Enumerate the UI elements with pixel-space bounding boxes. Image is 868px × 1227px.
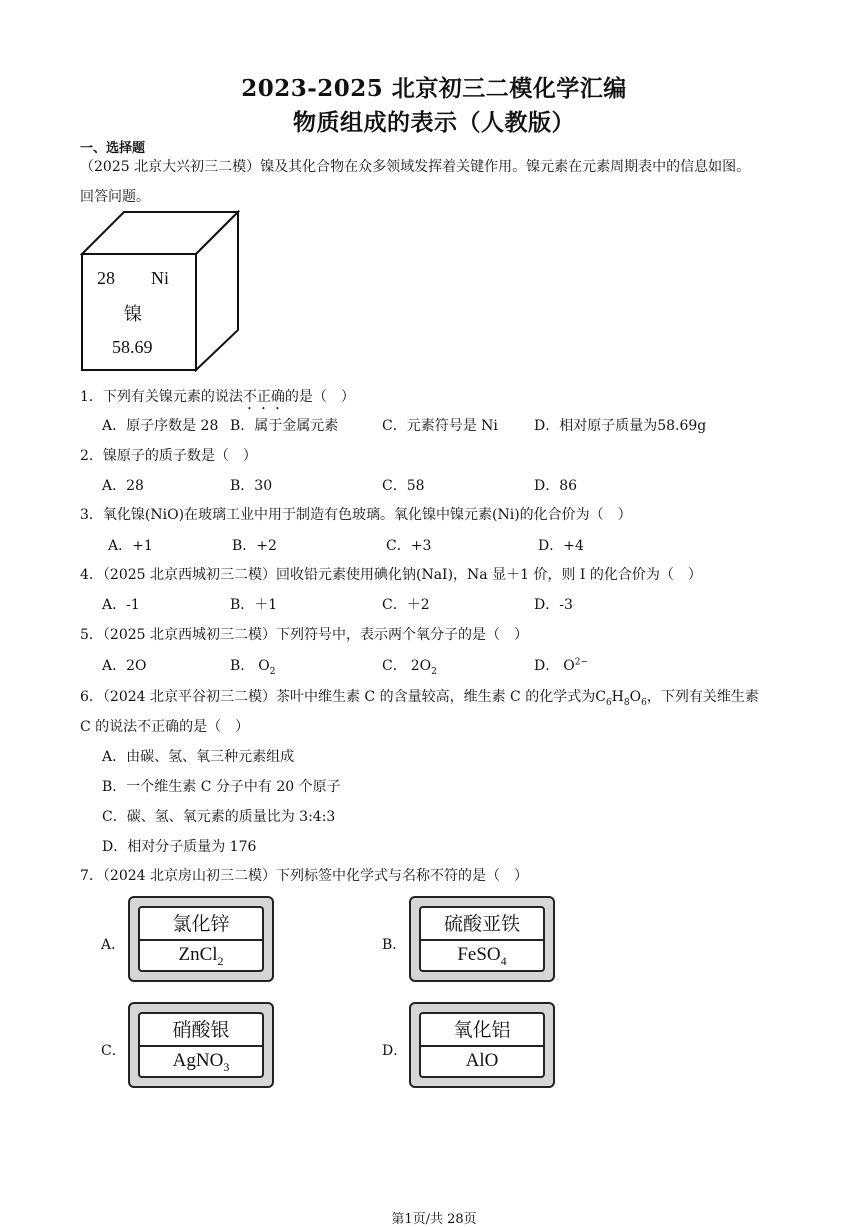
q5-option-b-letter: B． — [230, 658, 255, 674]
formula-o: O — [629, 689, 642, 705]
label-a-formula-base: ZnCl — [178, 944, 218, 965]
page-subtitle: 物质组成的表示（人教版） — [293, 109, 575, 136]
atomic-mass: 58.69 — [112, 337, 153, 357]
q3-option-c[interactable]: C．+3 — [386, 538, 432, 554]
question-1-stem — [80, 386, 355, 413]
label-c-formula-base: AgNO — [172, 1050, 224, 1071]
label-card-c[interactable] — [128, 1002, 274, 1088]
formula-h: H — [611, 689, 624, 705]
q6-option-d[interactable]: D．相对分子质量为 176 — [102, 839, 257, 855]
intro-line-1: （2025 北京大兴初三二模）镍及其化合物在众多领域发挥着关键作用。镍元素在元素周期表中的信息如图。 — [80, 159, 751, 175]
q5-option-d-letter: D． — [534, 658, 560, 674]
formula-h-sub: 8 — [623, 697, 630, 708]
vitamin-c-formula — [595, 689, 647, 708]
label-a-name: 氯化锌 — [140, 908, 262, 941]
label-card-a[interactable] — [128, 896, 274, 982]
element-symbol: Ni — [151, 268, 169, 288]
formula-o-sub: 6 — [641, 697, 647, 708]
label-card-b[interactable] — [409, 896, 555, 982]
q4-option-a[interactable]: A．-1 — [102, 597, 140, 613]
element-name: 镍 — [124, 304, 142, 325]
formula-c-sub: 6 — [605, 697, 612, 708]
q2-option-b[interactable]: B．30 — [230, 478, 273, 494]
intro-line-2: 回答问题。 — [80, 189, 150, 205]
question-2-stem: 2．镍原子的质子数是（ ） — [80, 448, 257, 464]
label-c-formula — [140, 1045, 262, 1076]
q1-stem-part-b: 的是（ ） — [284, 389, 355, 405]
q2-option-a[interactable]: A．28 — [102, 478, 144, 494]
label-b-formula-base: FeSO — [457, 944, 501, 965]
q4-option-b[interactable]: B．＋1 — [230, 597, 278, 613]
q5-option-c-subscript: 2 — [431, 666, 437, 677]
q3-option-b[interactable]: B．+2 — [232, 538, 277, 554]
question-7-stem: 7．（2024 北京房山初三二模）下列标签中化学式与名称不符的是（ ） — [80, 868, 528, 884]
question-5-stem: 5．（2025 北京西城初三二模）下列符号中，表示两个氧分子的是（ ） — [80, 627, 528, 643]
q1-option-a[interactable]: A．原子序数是 28 — [102, 418, 219, 434]
q5-option-b-subscript: 2 — [269, 666, 276, 677]
element-cube-figure — [80, 210, 240, 372]
q6-option-b[interactable]: B．一个维生素 C 分子中有 20 个原子 — [102, 779, 341, 795]
label-b-formula-sub: 4 — [500, 953, 507, 968]
label-card-b-inner — [419, 906, 545, 972]
q5-option-d-formula: O — [563, 658, 575, 674]
label-d-formula — [421, 1045, 543, 1076]
q7-option-d-letter[interactable]: D． — [382, 1043, 408, 1059]
question-3-stem: 3．氧化镍(NiO)在玻璃工业中用于制造有色玻璃。氧化镍中镍元素(Ni)的化合价为（ ） — [80, 507, 632, 523]
question-6-stem-cont: C 的说法不正确的是（ ） — [80, 719, 250, 735]
q5-option-c-formula: 2O — [410, 658, 432, 674]
q6-option-a[interactable]: A．由碳、氢、氧三种元素组成 — [102, 749, 295, 765]
q3-option-d[interactable]: D．+4 — [538, 538, 584, 554]
q7-option-b-letter[interactable]: B． — [382, 937, 407, 953]
q1-option-c[interactable]: C．元素符号是 Ni — [382, 418, 498, 434]
q4-option-d[interactable]: D．-3 — [534, 597, 573, 613]
q5-option-a[interactable]: A．2O — [102, 658, 147, 674]
q5-option-c-letter: C． — [382, 658, 407, 674]
label-d-formula-base: AlO — [465, 1050, 499, 1071]
q5-option-b-formula: O — [258, 658, 270, 674]
q6-stem-part-a: 6．（2024 北京平谷初三二模）茶叶中维生素 C 的含量较高，维生素 C 的化学式为 — [80, 689, 596, 705]
q5-option-c[interactable] — [382, 655, 437, 677]
atomic-number: 28 — [97, 268, 115, 288]
label-card-c-inner — [138, 1012, 264, 1078]
label-card-d[interactable] — [409, 1002, 555, 1088]
q5-option-d[interactable] — [534, 655, 588, 675]
q1-option-b[interactable]: B．属于金属元素 — [230, 418, 339, 434]
page-title: 2023-2025 北京初三二模化学汇编 — [241, 75, 627, 102]
question-6-stem — [80, 686, 759, 708]
q1-option-d[interactable]: D．相对原子质量为58.69g — [534, 418, 707, 434]
q7-option-c-letter[interactable]: C． — [101, 1043, 126, 1059]
q4-option-c[interactable]: C．＋2 — [382, 597, 430, 613]
formula-c: C — [595, 689, 606, 705]
label-card-a-inner — [138, 906, 264, 972]
page-footer: 第1页/共 28页 — [391, 1212, 477, 1227]
label-a-formula-sub: 2 — [217, 953, 224, 968]
label-b-name: 硫酸亚铁 — [421, 908, 543, 941]
q5-option-d-superscript: 2− — [574, 657, 588, 668]
q6-option-c[interactable]: C．碳、氢、氧元素的质量比为 3:4:3 — [102, 809, 336, 825]
q2-option-c[interactable]: C．58 — [382, 478, 425, 494]
label-b-formula — [421, 939, 543, 970]
label-card-d-inner — [419, 1012, 545, 1078]
label-c-name: 硝酸银 — [140, 1014, 262, 1047]
question-4-stem: 4．（2025 北京西城初三二模）回收铅元素使用碘化钠(NaI)，Na 显＋1 价，则 I 的化合价为（ ） — [80, 567, 702, 583]
section-heading: 一、选择题 — [80, 141, 146, 156]
q5-option-b[interactable] — [230, 655, 276, 677]
q1-stem-part-a: 1．下列有关镍元素的说法 — [80, 389, 243, 405]
label-c-formula-sub: 3 — [223, 1059, 230, 1074]
q6-stem-part-b: ，下列有关维生素 — [646, 689, 759, 705]
q1-stem-emphasis: 不正确 — [242, 389, 285, 405]
q7-option-a-letter[interactable]: A． — [101, 937, 126, 953]
label-a-formula — [140, 939, 262, 970]
label-d-name: 氧化铝 — [421, 1014, 543, 1047]
q2-option-d[interactable]: D．86 — [534, 478, 578, 494]
q3-option-a[interactable]: A．+1 — [108, 538, 153, 554]
